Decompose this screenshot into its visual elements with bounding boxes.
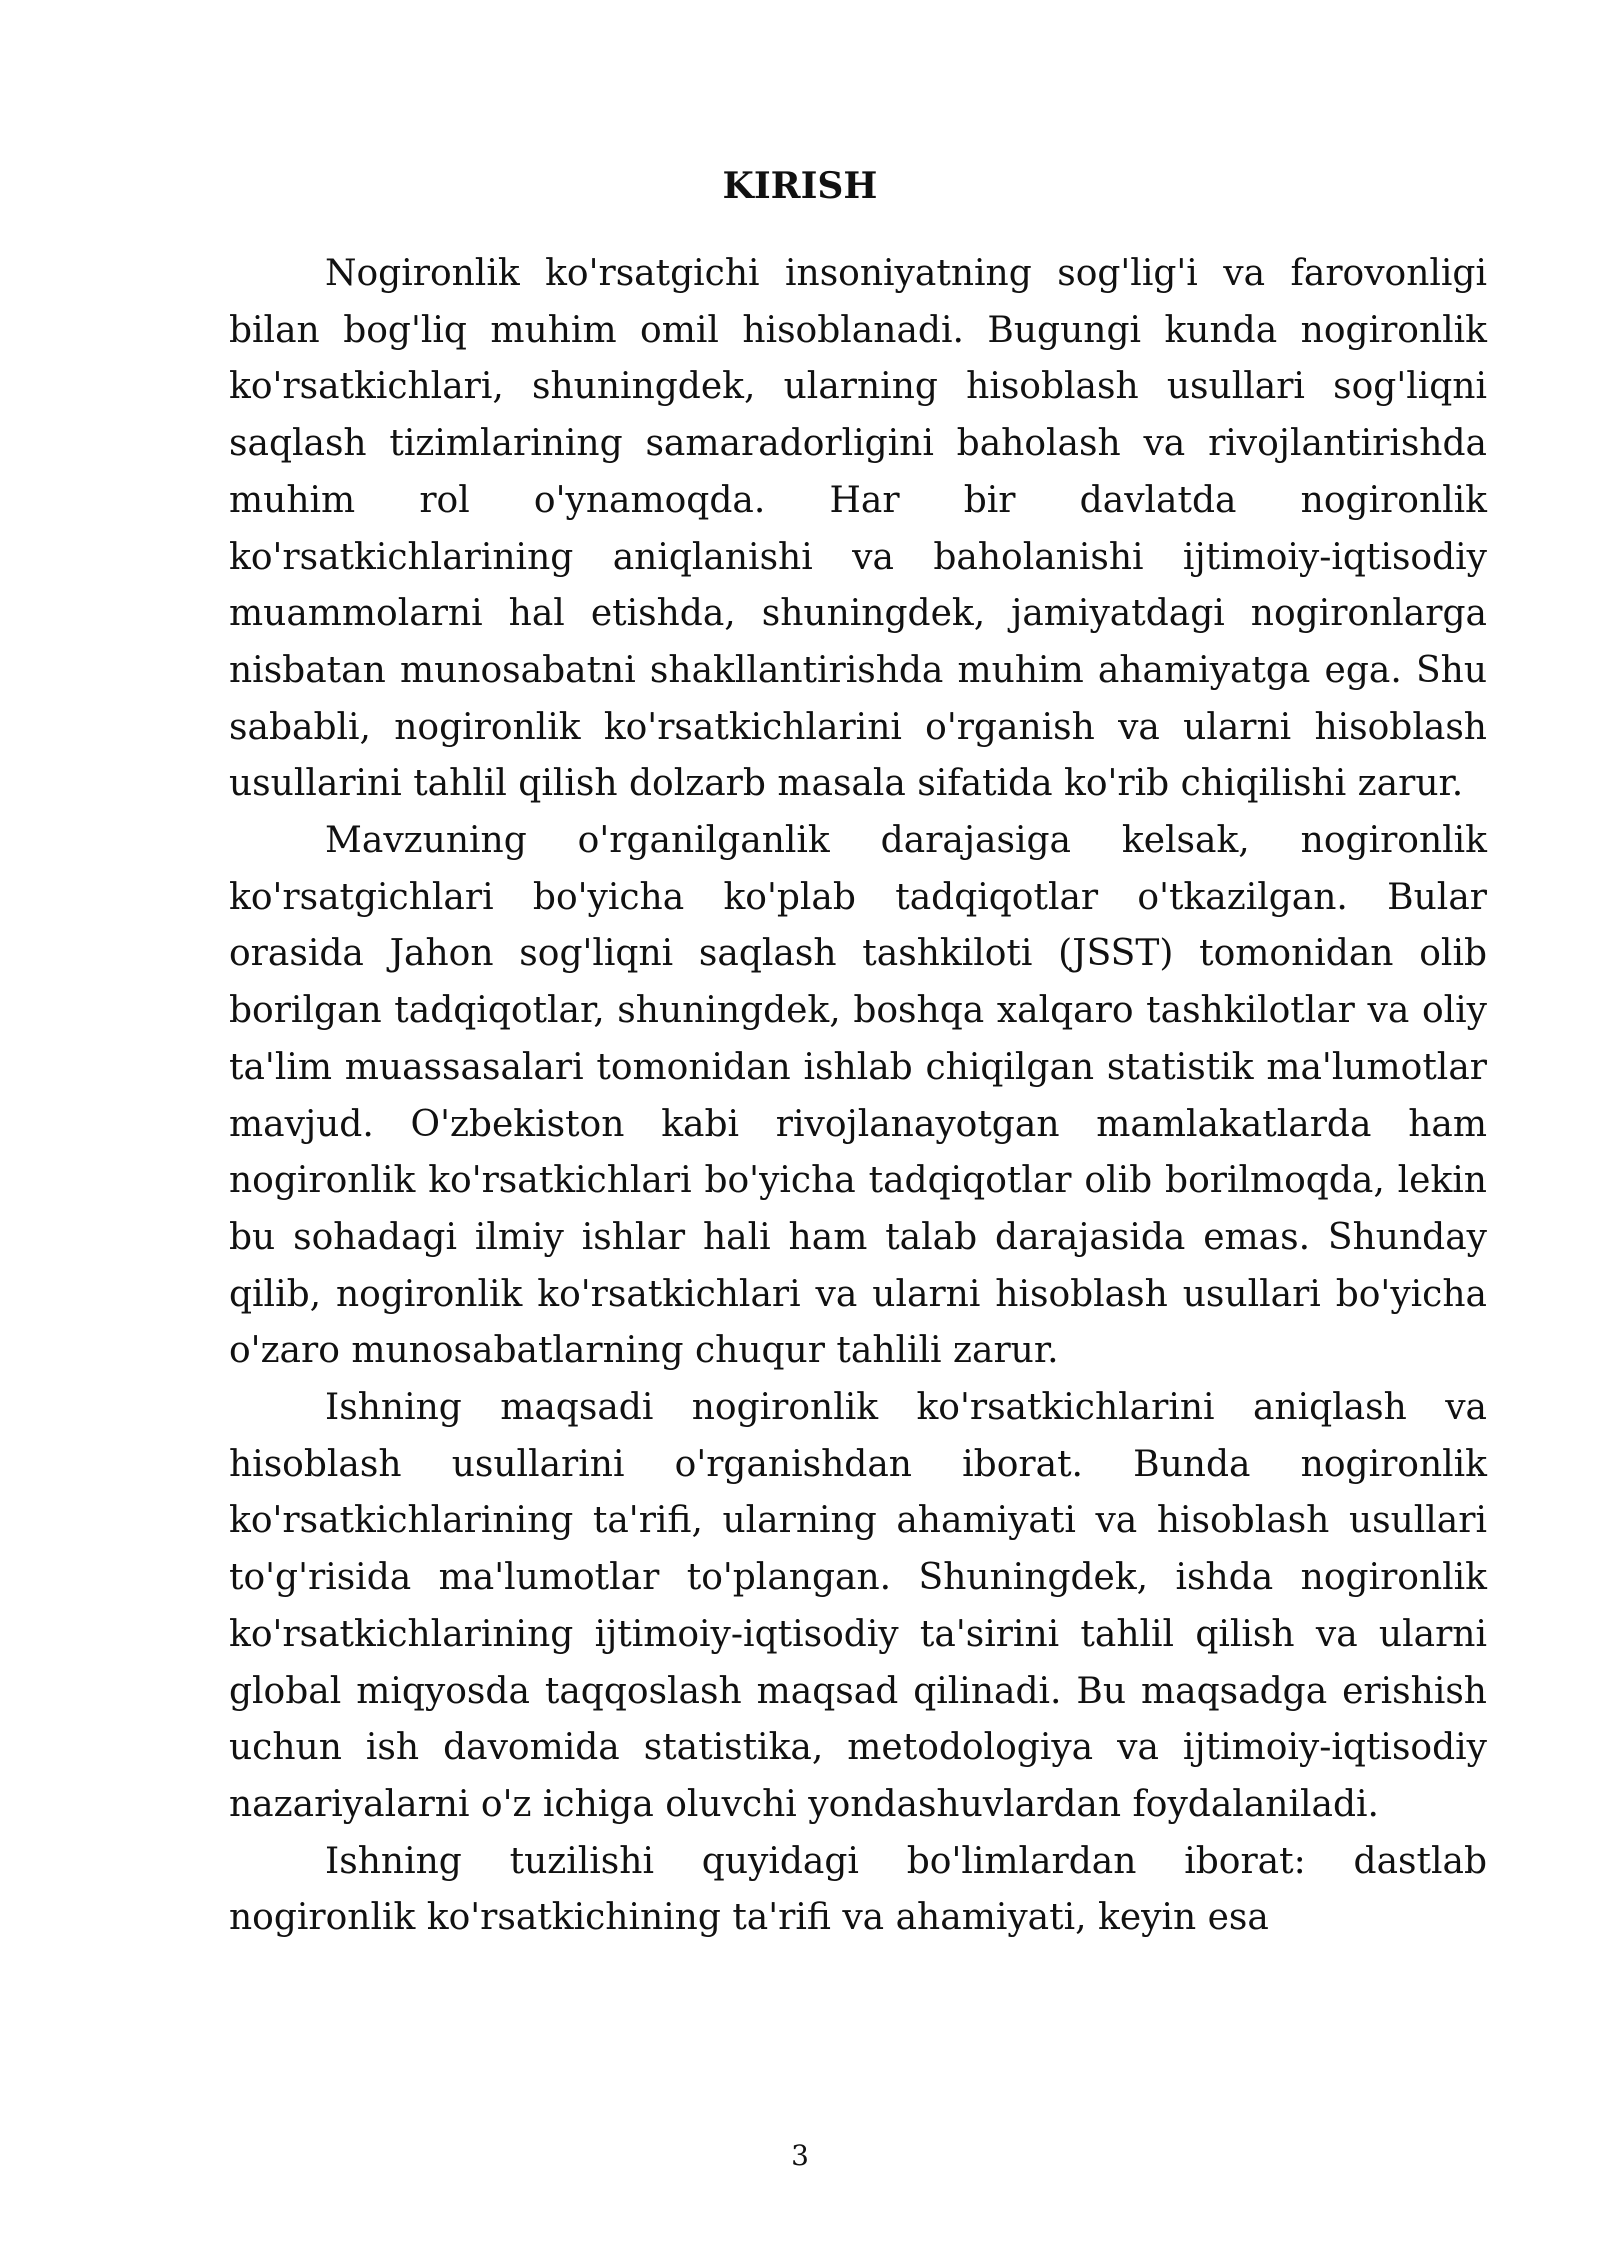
page-number: 3 [791,2139,809,2172]
page-title: KIRISH [722,165,878,207]
paragraph-structure: Ishning tuzilishi quyidagi bo'limlardan iborat: dastlab nogironlik ko'rsatkichining ta'rifi va ahamiyati, keyin esa [229,1840,1487,1939]
paragraph-goal: Ishning maqsadi nogironlik ko'rsatkichlarini aniqlash va hisoblash usullarini o'rganishdan iborat. Bunda nogironlik ko'rsatkichlarining ta'rifi, ularning ahamiyati va hisoblash usullari to'g'risida ma'lumotlar to'plangan. Shuningdek, ishda nogironlik ko'rsatkichlarining ijtimoiy-iqtisodiy ta'sirini tahlil qilish va ularni global miqyosda taqqoslash maqsad qilinadi. Bu maqsadga erishish uchun ish davomida statistika, metodologiya va ijtimoiy-iqtisodiy nazariyalarni o'z ichiga oluvchi yondashuvlardan foydalaniladi. [229,1387,1487,1825]
paragraph-study-level: Mavzuning o'rganilganlik darajasiga kelsak, nogironlik ko'rsatgichlari bo'yicha ko'plab tadqiqotlar o'tkazilgan. Bular orasida Jahon sog'liqni saqlash tashkiloti (JSST) tomonidan olib borilgan tadqiqotlar, shuningdek, boshqa xalqaro tashkilotlar va oliy ta'lim muassasalari tomonidan ishlab chiqilgan statistik ma'lumotlar mavjud. O'zbekiston kabi rivojlanayotgan mamlakatlarda ham nogironlik ko'rsatkichlari bo'yicha tadqiqotlar olib borilmoqda, lekin bu sohadagi ilmiy ishlar hali ham talab darajasida emas. Shunday qilib, nogironlik ko'rsatkichlari va ularni hisoblash usullari bo'yicha o'zaro munosabatlarning chuqur tahlili zarur. [229,820,1487,1372]
document-body [229,246,1487,1947]
paragraph-intro: Nogironlik ko'rsatgichi insoniyatning sog'lig'i va farovonligi bilan bog'liq muhim omil hisoblanadi. Bugungi kunda nogironlik ko'rsatkichlari, shuningdek, ularning hisoblash usullari sog'liqni saqlash tizimlarining samaradorligini baholash va rivojlantirishda muhim rol o'ynamoqda. Har bir davlatda nogironlik ko'rsatkichlarining aniqlanishi va baholanishi ijtimoiy-iqtisodiy muammolarni hal etishda, shuningdek, jamiyatdagi nogironlarga nisbatan munosabatni shakllantirishda muhim ahamiyatga ega. Shu sababli, nogironlik ko'rsatkichlarini o'rganish va ularni hisoblash usullarini tahlil qilish dolzarb masala sifatida ko'rib chiqilishi zarur. [229,253,1487,805]
